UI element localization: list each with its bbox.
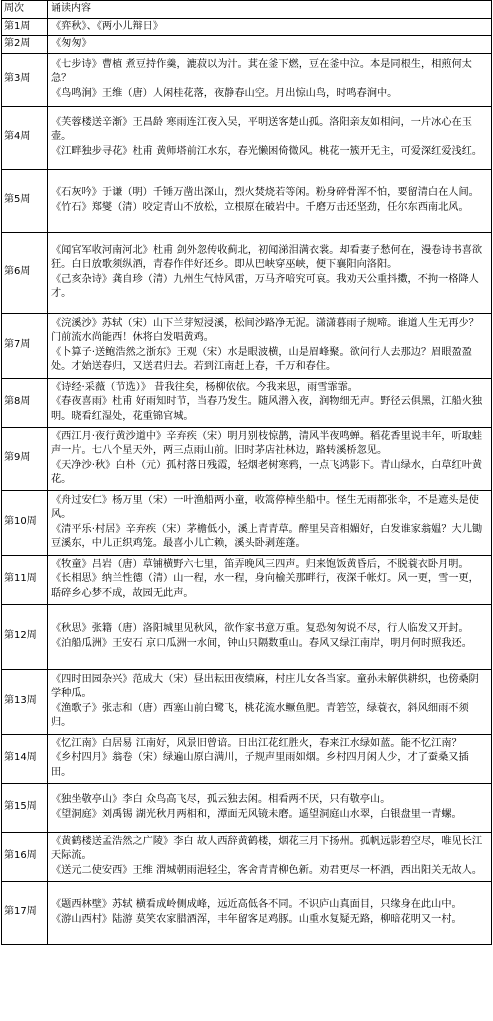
week-cell: 第2周 xyxy=(2,36,48,54)
reading-schedule-table xyxy=(1,0,492,945)
content-cell xyxy=(48,106,492,169)
table-row xyxy=(2,783,492,832)
poem-line: 《送元二使安西》王维 渭城朝雨浥轻尘，客舍青青柳色新。劝君更尽一杯酒，西出阳关无故人。 xyxy=(51,865,483,877)
table-row xyxy=(2,832,492,881)
table-row xyxy=(2,734,492,783)
poem-line: 《春夜喜雨》杜甫 好雨知时节，当春乃发生。随风潜入夜，润物细无声。野径云俱黑，江船火独明。晓看红湿处，花重锦官城。 xyxy=(51,396,483,423)
table-row xyxy=(2,36,492,54)
poem-line: 《鸟鸣涧》王维（唐）人闲桂花落，夜静春山空。月出惊山鸟，时鸣春涧中。 xyxy=(51,88,398,100)
poem-line: 《卜算子·送鲍浩然之浙东》王观（宋）水是眼波横，山是眉峰聚。欲问行人去那边？眉眼盈盈处。才始送春归，又送君归去。若到江南赶上春，千万和春住。 xyxy=(51,346,472,373)
poem-line: 《江畔独步寻花》杜甫 黄师塔前江水东，春光懒困倚微风。桃花一簇开无主，可爱深红爱浅红。 xyxy=(51,146,483,158)
poem-line: 《渔歌子》张志和（唐）西塞山前白鹭飞，桃花流水鳜鱼肥。青箬笠，绿蓑衣，斜风细雨不须归。 xyxy=(51,702,469,729)
poem-line: 《天净沙·秋》白朴（元）孤村落日残霞，轻烟老树寒鸦，一点飞鸿影下。青山绿水，白草红叶黄花。 xyxy=(51,459,483,486)
table-row xyxy=(2,232,492,313)
content-cell xyxy=(48,490,492,555)
poem-line: 《七步诗》曹植 煮豆持作羹，漉菽以为汁。萁在釜下燃，豆在釜中泣。本是同根生，相煎何太急？ xyxy=(51,58,472,85)
poem-line: 《匆匆》 xyxy=(51,38,92,50)
table-row xyxy=(2,18,492,36)
table-row xyxy=(2,604,492,669)
poem-line: 《泊船瓜洲》王安石 京口瓜洲一水间，钟山只隔数重山。春风又绿江南岸，明月何时照我还。 xyxy=(51,637,472,649)
content-cell xyxy=(48,669,492,734)
poem-line: 《石灰吟》于谦（明）千锤万凿出深山，烈火焚烧若等闲。粉身碎骨浑不怕，要留清白在人间。 xyxy=(51,187,479,199)
week-cell: 第4周 xyxy=(2,106,48,169)
table-row xyxy=(2,555,492,604)
week-cell: 第16周 xyxy=(2,832,48,881)
poem-line: 《乡村四月》翁卷（宋）绿遍山原白满川，子规声里雨如烟。乡村四月闲人少，才了蚕桑又插田。 xyxy=(51,752,469,779)
content-cell xyxy=(48,881,492,944)
week-cell: 第3周 xyxy=(2,53,48,106)
table-row xyxy=(2,313,492,378)
table-row xyxy=(2,169,492,232)
poem-line: 《题西林壁》苏轼 横看成岭侧成峰，远近高低各不同。不识庐山真面目，只缘身在此山中。 xyxy=(51,899,462,911)
poem-line: 《闻官军收河南河北》杜甫 剑外忽传收蓟北，初闻涕泪满衣裳。却看妻子愁何在，漫卷诗书喜欲狂。白日放歌须纵酒，青春作伴好还乡。即从巴峡穿巫峡，便下襄阳向洛阳。 xyxy=(51,244,483,271)
week-cell: 第15周 xyxy=(2,783,48,832)
week-cell: 第8周 xyxy=(2,378,48,427)
week-cell: 第17周 xyxy=(2,881,48,944)
poem-line: 《四时田园杂兴》范成大（宋）昼出耘田夜绩麻，村庄儿女各当家。童孙未解供耕织，也傍桑阴学种瓜。 xyxy=(51,673,479,700)
poem-line: 《黄鹤楼送孟浩然之广陵》李白 故人西辞黄鹤楼，烟花三月下扬州。孤帆远影碧空尽，唯见长江天际流。 xyxy=(51,835,483,862)
poem-line: 《游山西村》陆游 莫笑农家腊酒浑，丰年留客足鸡豚。山重水复疑无路，柳暗花明又一村。 xyxy=(51,913,462,925)
content-cell xyxy=(48,313,492,378)
content-cell xyxy=(48,53,492,106)
content-cell xyxy=(48,734,492,783)
week-cell: 第5周 xyxy=(2,169,48,232)
table-row xyxy=(2,427,492,490)
poem-line: 《己亥杂诗》龚自珍（清）九州生气恃风雷，万马齐喑究可哀。我劝天公重抖擞，不拘一格降人才。 xyxy=(51,273,479,300)
week-cell: 第12周 xyxy=(2,604,48,669)
table-row xyxy=(2,490,492,555)
week-cell: 第13周 xyxy=(2,669,48,734)
poem-line: 《忆江南》白居易 江南好，风景旧曾谙。日出江花红胜火，春来江水绿如蓝。能不忆江南？ xyxy=(51,737,462,749)
content-cell xyxy=(48,36,492,54)
poem-line: 《独坐敬亭山》李白 众鸟高飞尽，孤云独去闲。相看两不厌，只有敬亭山。 xyxy=(51,794,391,806)
content-cell xyxy=(48,832,492,881)
table-header-row xyxy=(2,1,492,19)
content-cell xyxy=(48,378,492,427)
table-row xyxy=(2,53,492,106)
poem-line: 《诗经·采薇（节选）》 昔我往矣，杨柳依依。今我来思，雨雪霏霏。 xyxy=(51,381,358,393)
poem-line: 《浣溪沙》苏轼（宋）山下兰芽短浸溪，松间沙路净无泥。潇潇暮雨子规啼。谁道人生无再少？门前流水尚能西！休将白发唱黄鸡。 xyxy=(51,317,479,344)
content-cell xyxy=(48,232,492,313)
week-cell: 第9周 xyxy=(2,427,48,490)
poem-line: 《西江月·夜行黄沙道中》辛弃疾（宋）明月别枝惊鹊，清风半夜鸣蝉。稻花香里说丰年，听取蛙声一片。七八个星天外，两三点雨山前。旧时茅店社林边，路转溪桥忽见。 xyxy=(51,430,483,457)
table-row xyxy=(2,106,492,169)
week-cell: 第1周 xyxy=(2,18,48,36)
week-cell: 第7周 xyxy=(2,313,48,378)
content-cell xyxy=(48,169,492,232)
table-row xyxy=(2,669,492,734)
week-cell: 第10周 xyxy=(2,490,48,555)
poem-line: 《芙蓉楼送辛渐》王昌龄 寒雨连江夜入吴，平明送客楚山孤。洛阳亲友如相问，一片冰心在玉壶。 xyxy=(51,116,472,143)
poem-line: 《舟过安仁》杨万里（宋）一叶渔船两小童，收篙停棹坐船中。怪生无雨都张伞，不是遮头是使风。 xyxy=(51,494,479,521)
poem-line: 《竹石》郑燮（清）咬定青山不放松，立根原在破岩中。千磨万击还坚劲，任尔东西南北风。 xyxy=(51,201,469,213)
content-cell xyxy=(48,18,492,36)
week-cell: 第6周 xyxy=(2,232,48,313)
poem-line: 《望洞庭》刘禹锡 湖光秋月两相和，潭面无风镜未磨。遥望洞庭山水翠，白银盘里一青螺。 xyxy=(51,808,462,820)
poem-line: 《秋思》张籍（唐）洛阳城里见秋风，欲作家书意万重。复恐匆匆说不尽，行人临发又开封。 xyxy=(51,623,469,635)
poem-line: 《清平乐·村居》辛弃疾（宋）茅檐低小，溪上青青草。醉里吴音相媚好，白发谁家翁媪？大儿锄豆溪东，中儿正织鸡笼。最喜小儿亡赖，溪头卧剥莲蓬。 xyxy=(51,523,483,550)
header-week: 周次 xyxy=(2,1,48,19)
table-row xyxy=(2,881,492,944)
content-cell xyxy=(48,555,492,604)
week-cell: 第11周 xyxy=(2,555,48,604)
table-row xyxy=(2,378,492,427)
poem-line: 《弈秋》、《两小儿辩日》 xyxy=(51,20,164,32)
content-cell xyxy=(48,783,492,832)
week-cell: 第14周 xyxy=(2,734,48,783)
poem-line: 《长相思》纳兰性德（清）山一程，水一程，身向榆关那畔行，夜深千帐灯。风一更，雪一更，聒碎乡心梦不成，故园无此声。 xyxy=(51,573,479,600)
poem-line: 《牧童》吕岩（唐）草铺横野六七里，笛弄晚风三四声。归来饱饭黄昏后，不脱蓑衣卧月明。 xyxy=(51,558,469,570)
content-cell xyxy=(48,427,492,490)
content-cell xyxy=(48,604,492,669)
header-content: 诵读内容 xyxy=(48,1,492,19)
